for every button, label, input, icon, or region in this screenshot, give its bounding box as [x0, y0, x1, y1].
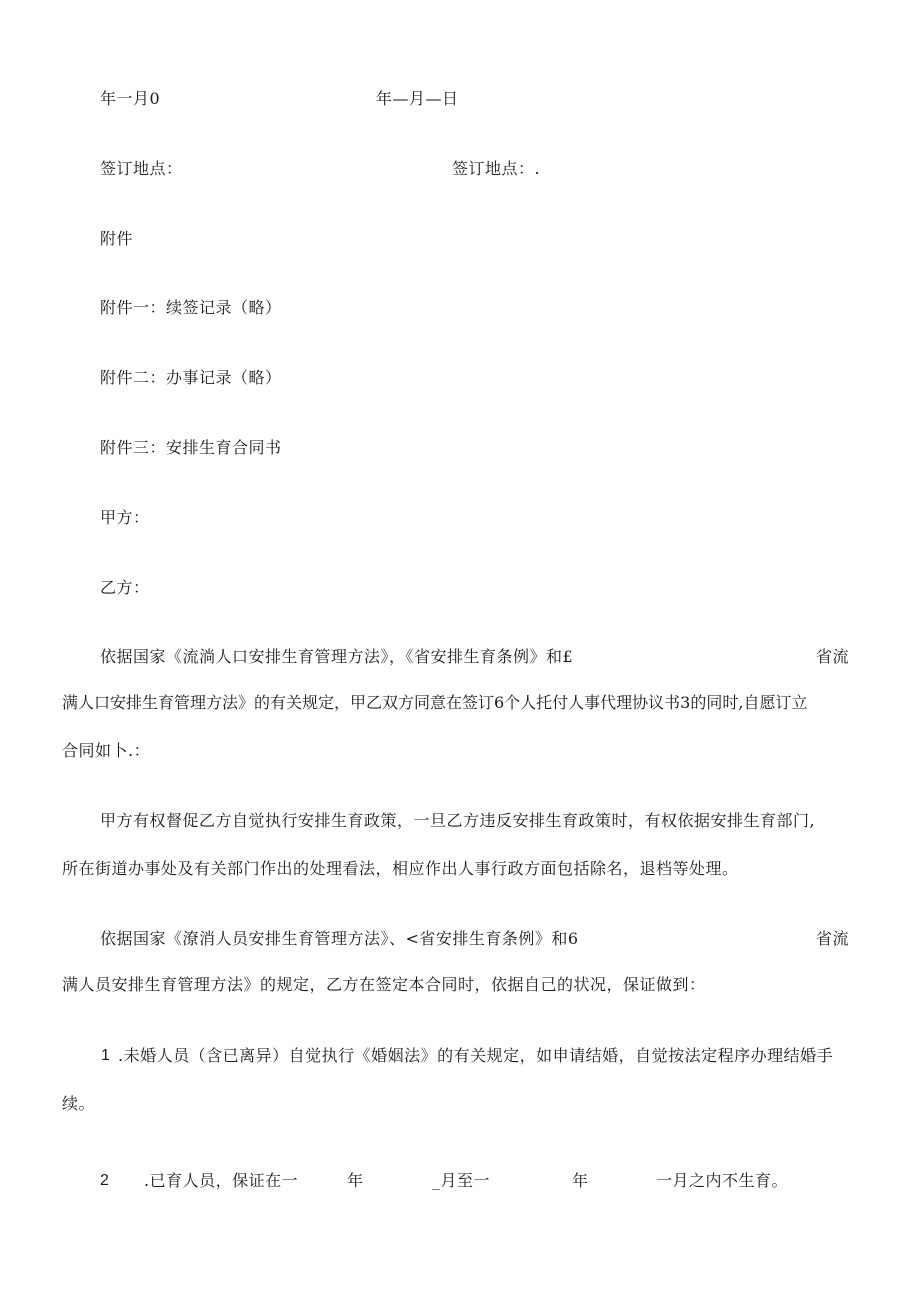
item2-year-2: 年 — [572, 1171, 589, 1190]
sign-date-right: 年—月—日 — [376, 89, 459, 108]
para2-line1: 甲方有权督促乙方自觉执行安排生育政策，一旦乙方违反安排生育政策时，有权依据安排生育部门, — [100, 811, 816, 830]
para3-line1-left: 依据国家《潦消人员安排生育管理方法》、<省安排生育条例》和6 — [100, 929, 579, 948]
item2-number: 2 — [100, 1172, 110, 1189]
para1-line3: 合同如卜.： — [62, 741, 151, 760]
attachment-item-2: 附件二：办事记录（略） — [100, 368, 282, 387]
sign-date-left: 年一月0 — [100, 89, 161, 108]
item2-part5: 一月之内不生育。 — [656, 1171, 789, 1190]
para1-line2: 满人口安排生育管理方法》的有关规定，甲乙双方同意在签订6个人托付人事代理协议书3的同时,自愿订立 — [62, 693, 808, 712]
item2-part1: .已育人员，保证在一 — [144, 1171, 299, 1190]
item1-number: 1 — [101, 1047, 111, 1064]
attachment-item-3: 附件三：安排生育合同书 — [100, 438, 282, 457]
para3-line2: 满人员安排生育管理方法》的规定，乙方在签定本合同时，依据自己的状况，保证做到： — [62, 975, 706, 994]
para1-line1-left: 依据国家《流淌人口安排生育管理方法》，《省安排生育条例》和£ — [100, 647, 574, 666]
attachments-heading: 附件 — [100, 229, 134, 248]
item2-part3: _月至一 — [432, 1171, 491, 1190]
para1-line1-right: 省流 — [816, 647, 850, 666]
party-b-label: 乙方： — [100, 578, 150, 597]
item2-year-1: 年 — [347, 1171, 364, 1190]
party-a-label: 甲方： — [100, 508, 150, 527]
item1-line2: 续。 — [62, 1094, 96, 1113]
sign-place-right: 签订地点：. — [452, 159, 541, 178]
item1-line1: .未婚人员（含已离异）自觉执行《婚姻法》的有关规定，如申请结婚，自觉按法定程序办理结婚手 — [118, 1046, 834, 1065]
attachment-item-1: 附件一：续签记录（略） — [100, 298, 282, 317]
sign-place-left: 签订地点： — [100, 159, 183, 178]
para3-line1-right: 省流 — [816, 929, 850, 948]
para2-line2: 所在街道办事处及有关部门作出的处理看法，相应作出人事行政方面包括除名，退档等处理。 — [62, 859, 739, 878]
